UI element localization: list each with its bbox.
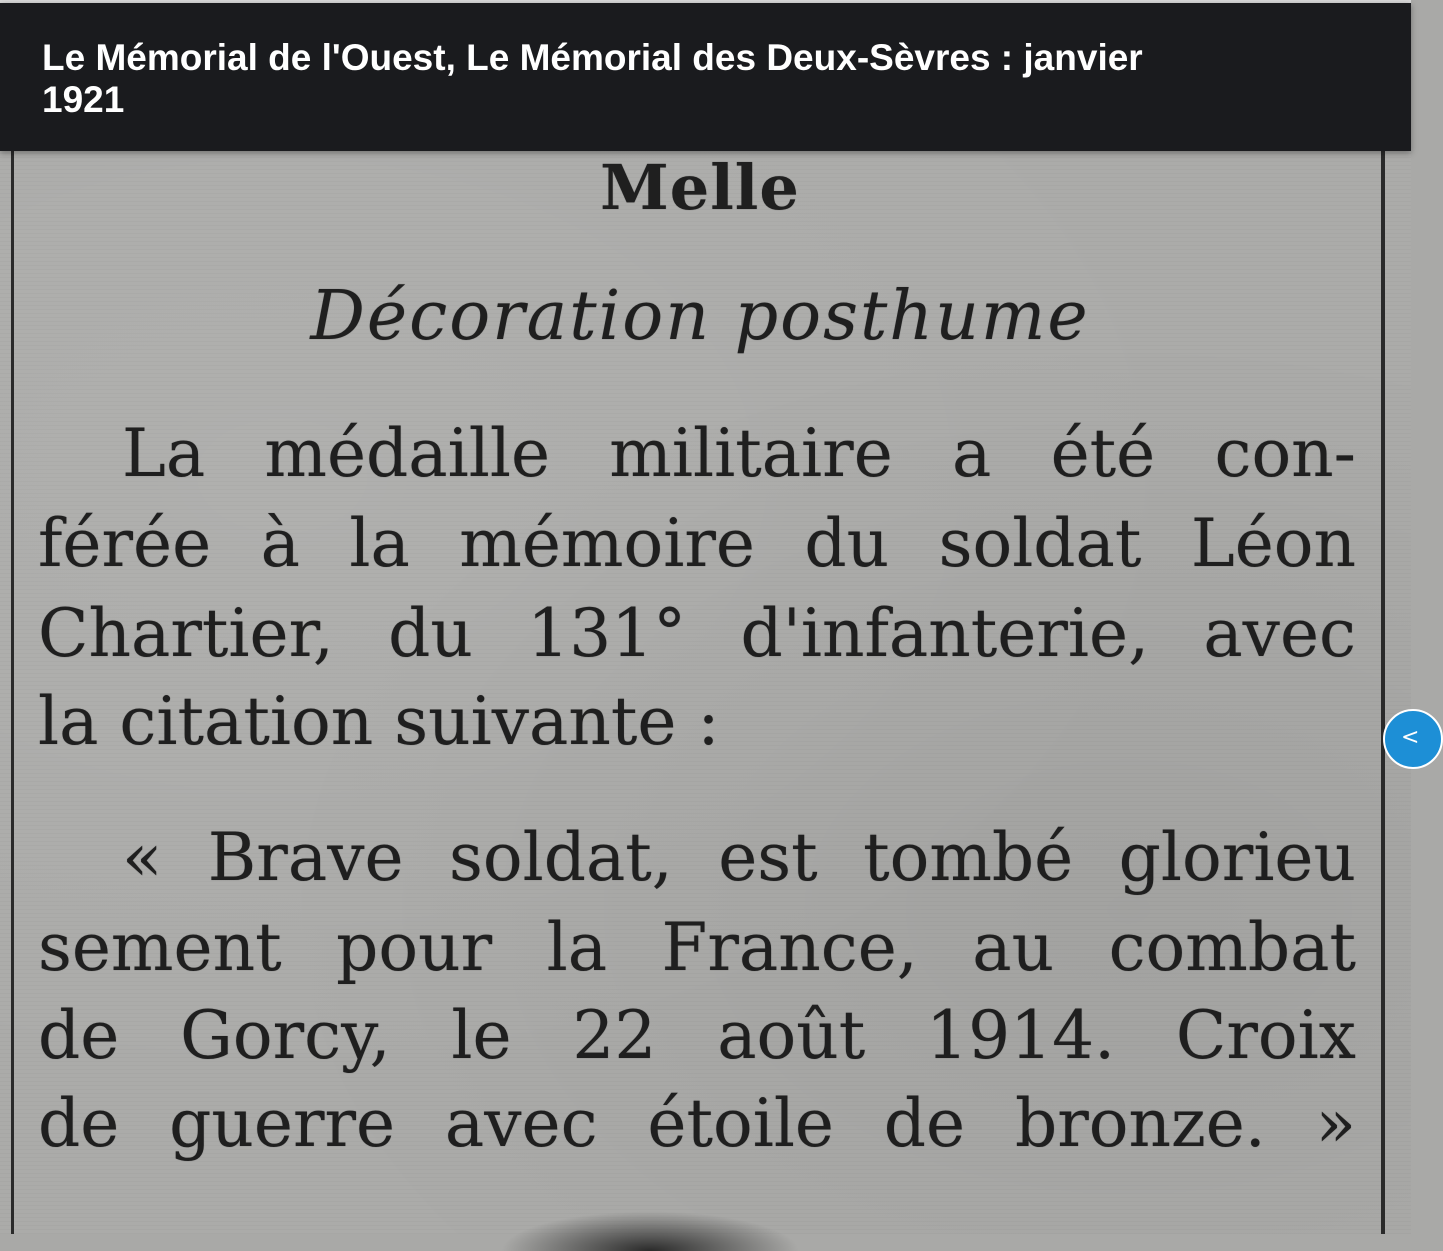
article-line: de guerre avec étoile de bronze. » xyxy=(38,1085,1356,1162)
article-subheading: Décoration posthume xyxy=(310,277,1090,356)
article-line: Chartier, du 131° d'infanterie, avec xyxy=(38,595,1356,672)
article-heading: Melle xyxy=(600,151,800,224)
next-article-heading-fragment xyxy=(500,1211,800,1251)
article-line: La médaille militaire a été con- xyxy=(122,415,1356,492)
article-line: « Brave soldat, est tombé glorieu xyxy=(122,819,1356,896)
scanned-page[interactable] xyxy=(0,151,1411,1234)
article-line: férée à la mémoire du soldat Léon xyxy=(38,505,1356,582)
article-line: de Gorcy, le 22 août 1914. Croix xyxy=(38,997,1356,1074)
side-panel-toggle[interactable] xyxy=(1383,709,1443,769)
document-title: Le Mémorial de l'Ouest, Le Mémorial des Deux-Sèvres : janvier 1921 xyxy=(42,37,1143,120)
title-bar xyxy=(0,3,1411,151)
chevron-left-icon: < xyxy=(1401,725,1420,750)
article-line: la citation suivante : xyxy=(38,683,720,760)
article-line: sement pour la France, au combat xyxy=(38,909,1356,986)
